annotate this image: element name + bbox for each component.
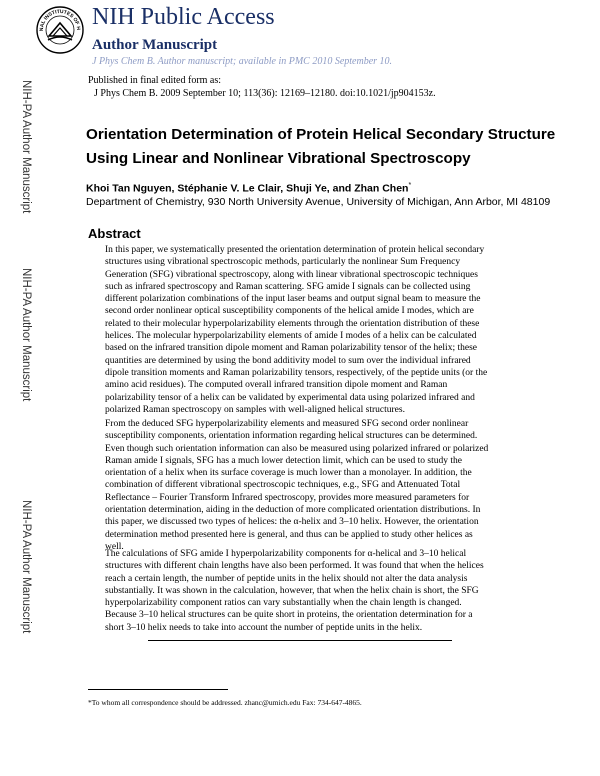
published-in-label: Published in final edited form as: (88, 75, 222, 86)
header-title: NIH Public Access (92, 4, 275, 30)
sidebar-label: NIH-PA Author Manuscript (20, 500, 32, 634)
footnote: *To whom all correspondence should be addressed. zhanc@umich.edu Fax: 734-647-4865. (88, 698, 362, 707)
article-title-line1: Orientation Determination of Protein Helical Secondary Structure (86, 126, 556, 143)
abstract-paragraph-3: The calculations of SFG amide I hyperpolarizability components for α-helical and 3–10 helical structures with different chain lengths have also been performed. It was found that when the helices reach a certain length, the number of peptide units in the helix should not alter the data analysis substantially. It was shown in the calculation, however, that when the helix chain is short, the SFG hyperpolarizability component ratios can vary substantially when the chain length is changed. Because 3–10 helical structures can be quite short in proteins, the orientation determination for a short 3–10 helix needs to take into account the number of peptide units in the helix. (105, 549, 484, 633)
sidebar (8, 80, 32, 680)
article-title-line2: Using Linear and Nonlinear Vibrational Spectroscopy (86, 150, 471, 167)
nih-logo (36, 6, 84, 54)
affiliation: Department of Chemistry, 930 North University Avenue, University of Michigan, Ann Arbor, MI 48109 (86, 196, 551, 208)
authors (86, 182, 411, 195)
sidebar-label: NIH-PA Author Manuscript (20, 80, 32, 214)
journal-availability: J Phys Chem B. Author manuscript; available in PMC 2010 September 10. (92, 56, 393, 67)
header-subtitle: Author Manuscript (92, 37, 218, 53)
sidebar-label: NIH-PA Author Manuscript (20, 268, 32, 402)
footnote-divider (88, 689, 228, 690)
author-mark: * (408, 182, 412, 189)
author-list: Khoi Tan Nguyen, Stéphanie V. Le Clair, Shuji Ye, and Zhan Chen (86, 182, 409, 195)
abstract-heading: Abstract (88, 226, 141, 241)
abstract-paragraph-1: In this paper, we systematically presented the orientation determination of protein helical secondary structures using vibrational spectroscopic methods, particularly the nonlinear Sum Frequency Generation (SFG) vibrational spectroscopy, along with linear vibrational spectroscopic techniques such as infrared spectroscopy and Raman scattering. SFG amide I signals can be collected using different polarization combinations of the input laser beams and output signal beam to measure the second order nonlinear optical susceptibility components of the helical amide I modes, which are related to their molecular hyperpolarizability elements through the orientation distribution of these helices. The molecular hyperpolarizability elements of amide I modes of a helix can be calculated based on the infrared transition dipole moment and Raman polarizability tensor of the helix; these quantities are determined by using the bond additivity model to sum over the individual infrared dipole transition moments and Raman polarizability tensors, respectively, of the peptide units (or the amino acid residues). The computed overall infrared transition dipole moment and Raman polarizability tensor of a helix can be validated by experimental data using polarized infrared and polarized Raman spectroscopy on samples with well-aligned helical structures. (105, 245, 488, 415)
logo-text: NAL INSTITUTES OF H (38, 8, 82, 32)
citation-text: J Phys Chem B. 2009 September 10; 113(36): 12169–12180. doi:10.1021/jp904153z. (94, 88, 436, 99)
citation (94, 88, 436, 99)
section-divider (148, 640, 452, 641)
abstract-paragraph-2: From the deduced SFG hyperpolarizability elements and measured SFG second order nonlinear susceptibility components, orientation information regarding helical structures can be determined. Even though such orientation information can also be measured using polarized infrared or polarized Raman amide I signals, SFG has a much lower detection limit, which can be used to study the orientation of a helix when its surface coverage is much lower than a monolayer. In addition, the combination of different vibrational spectroscopic techniques, e.g., SFG and Attenuated Total Reflectance – Fourier Transform Infrared spectroscopy, provides more measured parameters for orientation determination, aiding in the deduction of more complicated orientation distributions. In this paper, we discussed two types of helices: the α-helix and 3–10 helix. However, the orientation determination method presented here is general, and thus can be applied to study other helices as well. (105, 419, 489, 552)
